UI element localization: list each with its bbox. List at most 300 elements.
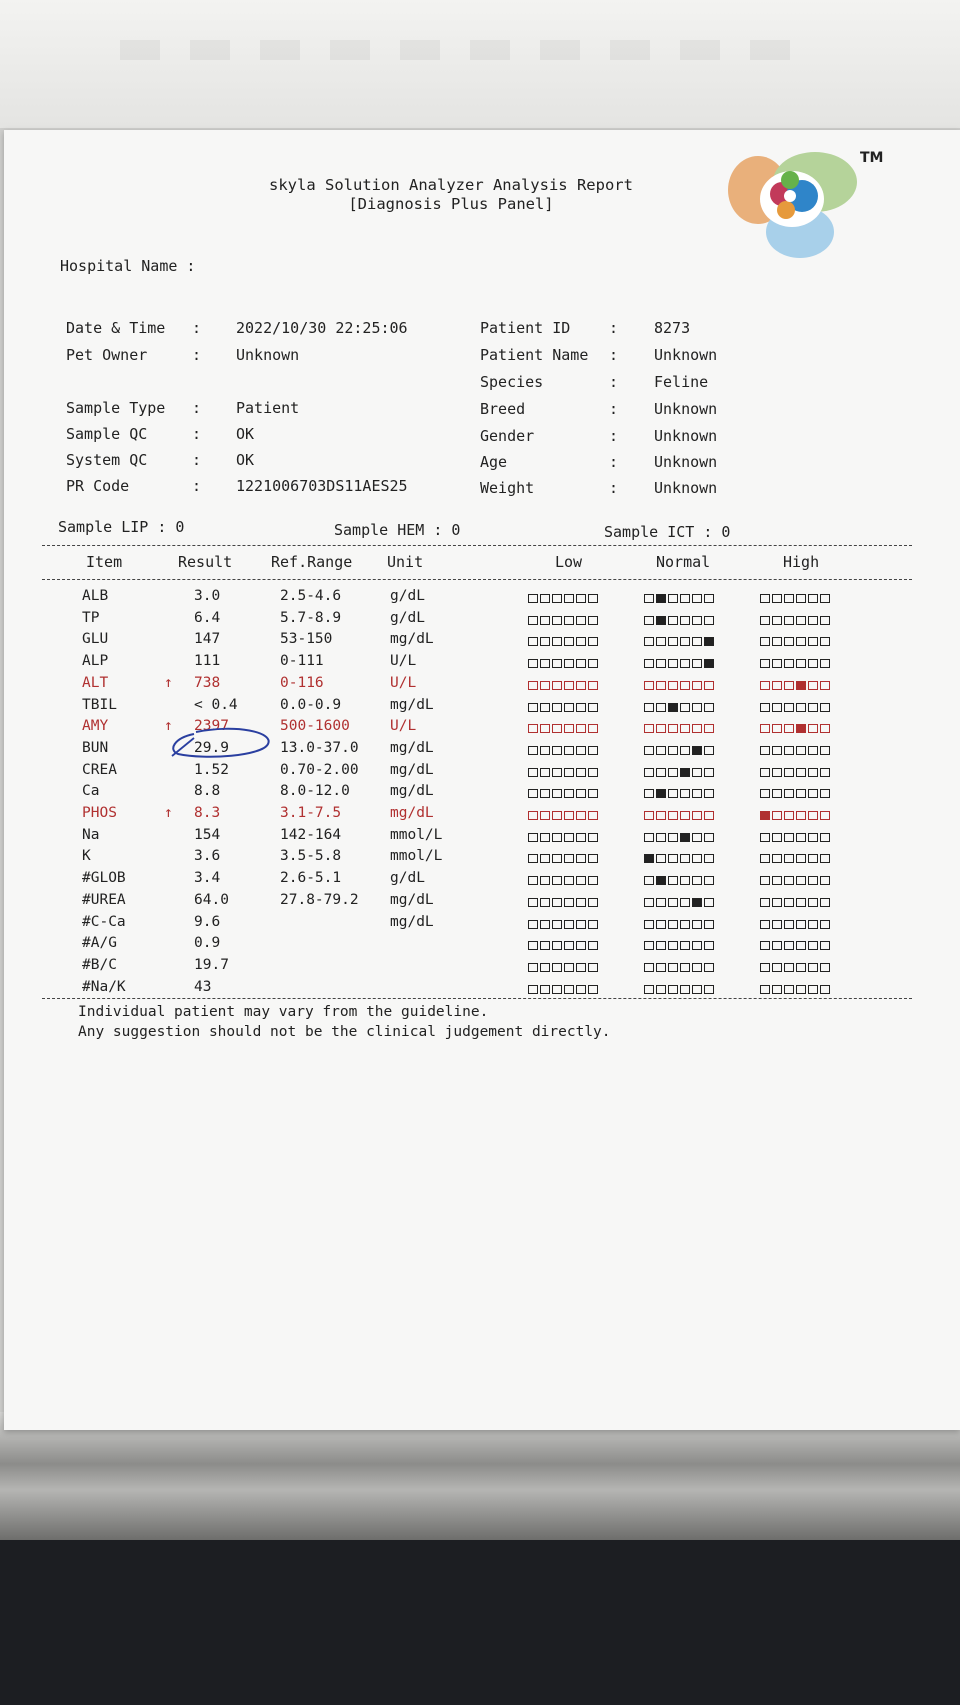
sample-lip: Sample LIP : 0 (58, 518, 185, 536)
scale-box (528, 637, 538, 646)
scale-box (576, 703, 586, 712)
scale-box (656, 963, 666, 972)
scale-box (784, 768, 794, 777)
box-scale-normal (644, 920, 714, 929)
cell-result: 43 (194, 978, 212, 995)
scale-box (668, 985, 678, 994)
scale-box (772, 963, 782, 972)
scale-box (588, 898, 598, 907)
scale-box (528, 594, 538, 603)
scale-box (772, 811, 782, 820)
scale-box (540, 811, 550, 820)
cell-flag: ↑ (164, 805, 173, 821)
info-right-label: Species (480, 373, 544, 391)
scale-box (564, 616, 574, 625)
cell-unit: g/dL (390, 609, 425, 626)
scale-box (820, 789, 830, 798)
scale-box (680, 985, 690, 994)
info-left-value: Patient (236, 399, 300, 417)
scale-box (796, 789, 806, 798)
scale-box (692, 594, 702, 603)
scale-box (784, 659, 794, 668)
info-left-label: System QC (66, 451, 148, 469)
scale-box (668, 898, 678, 907)
scale-box (704, 898, 714, 907)
scale-box (680, 594, 690, 603)
scale-box (784, 963, 794, 972)
scale-box (588, 659, 598, 668)
cell-result: 3.4 (194, 870, 221, 887)
scale-box (760, 811, 770, 820)
title-line-2: [Diagnosis Plus Panel] (348, 195, 554, 213)
scale-box (704, 594, 714, 603)
scale-box (808, 876, 818, 885)
scale-box (760, 854, 770, 863)
scale-box (772, 768, 782, 777)
scale-box (772, 724, 782, 733)
title-line-1: skyla Solution Analyzer Analysis Report (269, 176, 633, 194)
scale-box (820, 637, 830, 646)
scale-box (656, 594, 666, 603)
info-right-sep: : (609, 453, 619, 471)
box-scale-high (760, 637, 830, 646)
scale-box (772, 616, 782, 625)
scale-box (704, 941, 714, 950)
box-scale-normal (644, 985, 714, 994)
box-scale-normal (644, 833, 714, 842)
info-left-label: PR Code (66, 477, 130, 495)
scale-box (808, 854, 818, 863)
scale-box (588, 594, 598, 603)
box-scale-normal (644, 941, 714, 950)
box-scale-low (528, 681, 598, 690)
scale-box (760, 963, 770, 972)
scale-box (820, 941, 830, 950)
scale-box (644, 898, 654, 907)
box-scale-normal (644, 724, 714, 733)
scale-box (692, 876, 702, 885)
scale-box (552, 746, 562, 755)
info-left-sep: : (192, 399, 202, 417)
scale-box (644, 616, 654, 625)
scale-box (656, 920, 666, 929)
scale-box (668, 724, 678, 733)
scale-box (564, 746, 574, 755)
box-scale-high (760, 963, 830, 972)
scale-box (576, 768, 586, 777)
scale-box (808, 703, 818, 712)
scale-box (656, 789, 666, 798)
table-row (4, 631, 960, 651)
scale-box (528, 985, 538, 994)
info-left-value: Unknown (236, 346, 300, 364)
cell-result: 3.0 (194, 588, 221, 604)
cell-result: 8.8 (194, 783, 221, 800)
scale-box (680, 920, 690, 929)
cell-result: < 0.4 (194, 696, 238, 713)
cell-unit: U/L (390, 718, 417, 735)
cell-result: 154 (194, 826, 221, 843)
scale-box (552, 811, 562, 820)
scale-box (784, 811, 794, 820)
scale-box (552, 637, 562, 646)
scale-box (528, 811, 538, 820)
scale-box (796, 811, 806, 820)
scale-box (528, 920, 538, 929)
scale-box (704, 616, 714, 625)
scale-box (656, 898, 666, 907)
scale-box (820, 703, 830, 712)
scale-box (820, 833, 830, 842)
cell-unit: mmol/L (390, 848, 443, 865)
cell-ref: 2.5-4.6 (280, 588, 342, 604)
cell-item: BUN (82, 739, 109, 756)
scale-box (656, 833, 666, 842)
scale-box (692, 920, 702, 929)
scale-box (656, 681, 666, 690)
scale-box (760, 876, 770, 885)
cell-unit: mg/dL (390, 631, 434, 648)
box-scale-normal (644, 876, 714, 885)
info-left-sep: : (192, 346, 202, 364)
scale-box (820, 876, 830, 885)
box-scale-low (528, 811, 598, 820)
scale-box (704, 854, 714, 863)
scale-box (528, 789, 538, 798)
cell-ref: 2.6-5.1 (280, 870, 342, 887)
header-item: Item (86, 553, 123, 571)
cell-unit: mg/dL (390, 739, 434, 756)
cell-result: 0.9 (194, 935, 221, 952)
box-scale-low (528, 616, 598, 625)
scale-box (564, 768, 574, 777)
info-left-value: OK (236, 451, 255, 469)
scale-box (820, 616, 830, 625)
info-right-sep: : (609, 400, 619, 418)
cell-result: 29.9 (194, 739, 229, 756)
cell-item: PHOS (82, 805, 117, 821)
scale-box (668, 963, 678, 972)
scale-box (796, 833, 806, 842)
scale-box (588, 681, 598, 690)
scale-box (808, 768, 818, 777)
scale-box (576, 811, 586, 820)
table-row (4, 783, 960, 803)
box-scale-high (760, 746, 830, 755)
scale-box (668, 811, 678, 820)
cell-item: #Na/K (82, 978, 126, 995)
info-right-value: 8273 (654, 319, 691, 337)
scale-box (540, 681, 550, 690)
cell-item: K (82, 848, 91, 865)
cell-item: TP (82, 609, 100, 626)
scale-box (576, 963, 586, 972)
table-row (4, 588, 960, 608)
box-scale-normal (644, 659, 714, 668)
scale-box (668, 637, 678, 646)
scale-box (692, 703, 702, 712)
scale-box (784, 637, 794, 646)
scale-box (772, 637, 782, 646)
scale-box (540, 920, 550, 929)
box-scale-normal (644, 854, 714, 863)
scale-box (656, 941, 666, 950)
scale-box (760, 768, 770, 777)
scale-box (564, 876, 574, 885)
scale-box (692, 768, 702, 777)
scale-box (668, 659, 678, 668)
box-scale-low (528, 768, 598, 777)
box-scale-low (528, 594, 598, 603)
cell-unit: mg/dL (390, 891, 434, 908)
info-left-sep: : (192, 425, 202, 443)
info-right-sep: : (609, 319, 619, 337)
scale-box (540, 724, 550, 733)
scale-box (528, 768, 538, 777)
sample-ict: Sample ICT : 0 (604, 523, 731, 541)
cell-unit: mg/dL (390, 761, 434, 778)
scale-box (668, 789, 678, 798)
scale-box (692, 724, 702, 733)
cell-unit: g/dL (390, 870, 425, 887)
table-row (4, 675, 960, 695)
table-row (4, 957, 960, 977)
footer-line-2: Any suggestion should not be the clinical judgement directly. (78, 1024, 611, 1040)
scale-box (644, 637, 654, 646)
header-ref: Ref.Range (271, 553, 353, 571)
scale-box (656, 659, 666, 668)
ghost-print (120, 40, 820, 60)
scale-box (644, 833, 654, 842)
scale-box (588, 703, 598, 712)
scale-box (656, 854, 666, 863)
scale-box (656, 985, 666, 994)
scale-box (784, 594, 794, 603)
scale-box (576, 789, 586, 798)
dark-surface (0, 1540, 960, 1705)
scale-box (760, 637, 770, 646)
scale-box (644, 876, 654, 885)
scale-box (540, 898, 550, 907)
scale-box (772, 789, 782, 798)
scale-box (564, 703, 574, 712)
scale-box (808, 616, 818, 625)
scale-box (820, 854, 830, 863)
info-left-sep: : (192, 477, 202, 495)
scale-box (784, 941, 794, 950)
scale-box (704, 637, 714, 646)
box-scale-low (528, 963, 598, 972)
scale-box (588, 963, 598, 972)
header-normal: Normal (656, 553, 711, 571)
scale-box (784, 985, 794, 994)
header-result: Result (178, 553, 233, 571)
scale-box (644, 594, 654, 603)
box-scale-low (528, 854, 598, 863)
info-right-label: Weight (480, 479, 535, 497)
scale-box (564, 898, 574, 907)
scale-box (680, 724, 690, 733)
cell-result: 2397 (194, 718, 229, 735)
scale-box (692, 789, 702, 798)
scale-box (644, 941, 654, 950)
scale-box (528, 616, 538, 625)
box-scale-normal (644, 768, 714, 777)
box-scale-high (760, 659, 830, 668)
info-left-label: Pet Owner (66, 346, 148, 364)
scale-box (796, 963, 806, 972)
scale-box (820, 594, 830, 603)
scale-box (588, 637, 598, 646)
cell-unit: U/L (390, 674, 417, 691)
divider-bottom (42, 998, 912, 999)
scale-box (704, 920, 714, 929)
scale-box (668, 833, 678, 842)
cell-result: 64.0 (194, 891, 229, 908)
box-scale-high (760, 768, 830, 777)
scale-box (692, 854, 702, 863)
scale-box (668, 876, 678, 885)
scale-box (552, 963, 562, 972)
scale-box (704, 833, 714, 842)
scale-box (796, 920, 806, 929)
scale-box (528, 854, 538, 863)
box-scale-high (760, 854, 830, 863)
scale-box (680, 659, 690, 668)
box-scale-high (760, 985, 830, 994)
scale-box (680, 833, 690, 842)
box-scale-normal (644, 616, 714, 625)
box-scale-high (760, 789, 830, 798)
cell-unit: mmol/L (390, 826, 443, 843)
scale-box (772, 920, 782, 929)
footer-line-1: Individual patient may vary from the guideline. (78, 1004, 489, 1020)
scale-box (528, 963, 538, 972)
scale-box (668, 941, 678, 950)
table-row (4, 892, 960, 912)
scale-box (808, 985, 818, 994)
scale-box (784, 724, 794, 733)
scale-box (576, 659, 586, 668)
box-scale-normal (644, 811, 714, 820)
box-scale-normal (644, 637, 714, 646)
scale-box (772, 941, 782, 950)
scale-box (576, 876, 586, 885)
scale-box (540, 703, 550, 712)
scale-box (704, 746, 714, 755)
info-right-value: Unknown (654, 479, 718, 497)
box-scale-low (528, 637, 598, 646)
info-right-label: Patient ID (480, 319, 571, 337)
table-row (4, 653, 960, 673)
report-paper (4, 130, 960, 1430)
cell-ref: 3.1-7.5 (280, 805, 342, 821)
scale-box (576, 746, 586, 755)
scale-box (588, 746, 598, 755)
scale-box (576, 920, 586, 929)
box-scale-low (528, 724, 598, 733)
scale-box (668, 854, 678, 863)
scale-box (808, 833, 818, 842)
scale-box (656, 746, 666, 755)
scale-box (564, 941, 574, 950)
scale-box (820, 659, 830, 668)
scale-box (784, 833, 794, 842)
scale-box (704, 789, 714, 798)
cell-item: #A/G (82, 935, 117, 952)
scale-box (808, 637, 818, 646)
scale-box (772, 876, 782, 885)
scale-box (820, 681, 830, 690)
table-row (4, 610, 960, 630)
header-high: High (783, 553, 820, 571)
scale-box (760, 594, 770, 603)
scale-box (760, 985, 770, 994)
scale-box (760, 898, 770, 907)
scale-box (552, 659, 562, 668)
info-left-sep: : (192, 319, 202, 337)
cell-result: 9.6 (194, 913, 221, 930)
scale-box (796, 941, 806, 950)
scale-box (644, 920, 654, 929)
divider-top (42, 545, 912, 546)
scale-box (796, 659, 806, 668)
box-scale-low (528, 876, 598, 885)
scale-box (588, 768, 598, 777)
scale-box (576, 898, 586, 907)
cell-item: AMY (82, 718, 109, 735)
scale-box (796, 854, 806, 863)
box-scale-normal (644, 703, 714, 712)
cell-ref: 0-116 (280, 674, 324, 691)
cell-result: 738 (194, 674, 221, 691)
scale-box (680, 963, 690, 972)
box-scale-low (528, 833, 598, 842)
scale-box (656, 637, 666, 646)
scale-box (796, 594, 806, 603)
box-scale-low (528, 746, 598, 755)
scale-box (808, 746, 818, 755)
scale-box (540, 746, 550, 755)
scale-box (772, 854, 782, 863)
scale-box (704, 876, 714, 885)
scale-box (808, 941, 818, 950)
cell-result: 8.3 (194, 805, 221, 821)
info-right-label: Breed (480, 400, 526, 418)
scale-box (528, 659, 538, 668)
scale-box (796, 681, 806, 690)
scale-box (588, 833, 598, 842)
scale-box (656, 876, 666, 885)
scale-box (680, 746, 690, 755)
scale-box (668, 616, 678, 625)
scale-box (796, 703, 806, 712)
scale-box (540, 963, 550, 972)
scale-box (528, 724, 538, 733)
scale-box (820, 811, 830, 820)
scale-box (552, 681, 562, 690)
handwritten-circle-icon (166, 724, 276, 774)
scale-box (668, 746, 678, 755)
scale-box (808, 659, 818, 668)
scale-box (808, 920, 818, 929)
scale-box (644, 811, 654, 820)
scale-box (552, 594, 562, 603)
info-right-sep: : (609, 373, 619, 391)
scale-box (796, 985, 806, 994)
scale-box (772, 703, 782, 712)
box-scale-high (760, 616, 830, 625)
